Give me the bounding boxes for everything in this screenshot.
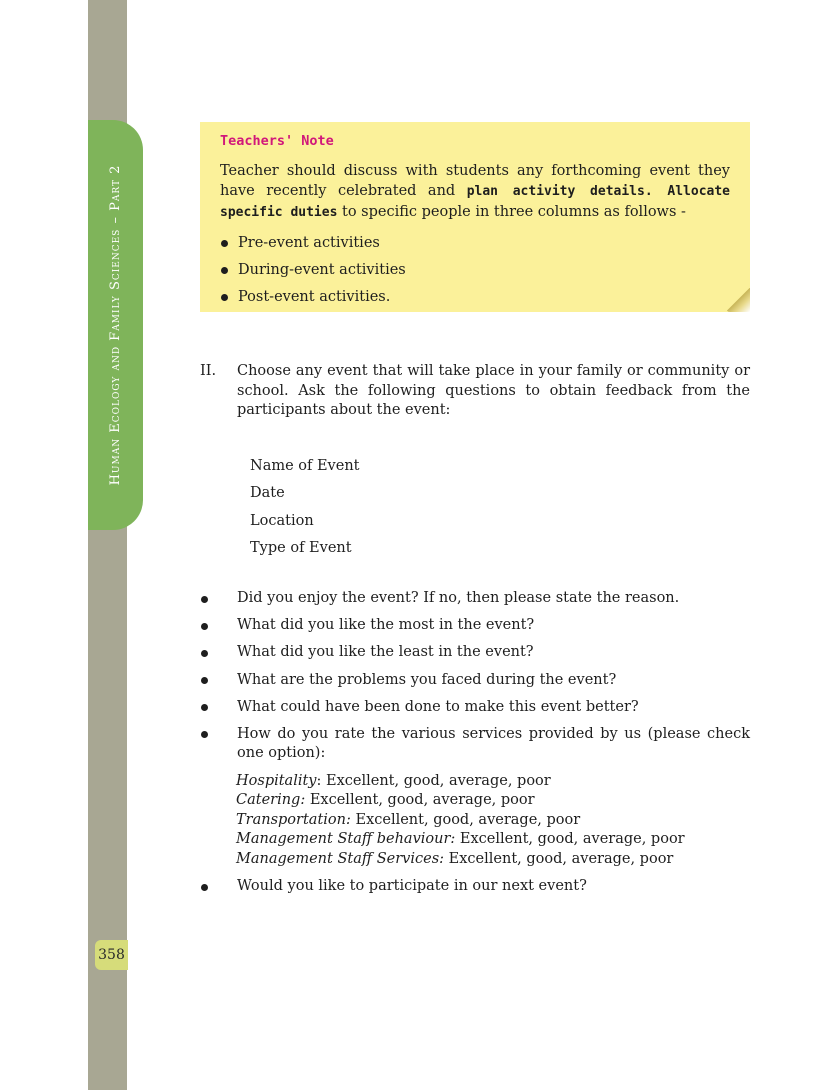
rating-row [236, 791, 750, 811]
rating-options: Excellent, good, average, poor [459, 831, 685, 848]
section-instructions: Choose any event that will take place in your family or community or school. Ask the following questions to obtain feedback from the participants about the event: [237, 363, 750, 418]
event-field: Name of Event [250, 458, 360, 474]
rating-label: Management Staff Services: [236, 850, 445, 867]
note-activity-list [220, 230, 730, 311]
rating-sep: : [316, 772, 327, 789]
note-text-before: Teacher should discuss with students any forthcoming event they have recently celebrated and [220, 163, 730, 199]
question-item: What did you like the most in the event? [200, 616, 750, 636]
event-field: Location [250, 512, 314, 529]
rating-label: Hospitality [236, 772, 317, 789]
teachers-note-box [200, 122, 750, 312]
note-text-bold: plan activity details. Allocate specific duties [220, 184, 730, 220]
event-field: Date [250, 485, 285, 502]
rating-row [236, 772, 750, 792]
question-item-services [200, 725, 750, 870]
page-number: 358 [95, 940, 128, 970]
note-list-item: Post-event activities. [220, 284, 730, 311]
rating-row [236, 830, 750, 850]
rating-row [236, 811, 750, 831]
rating-options: Excellent, good, average, poor [355, 811, 581, 828]
event-field: Type of Event [250, 539, 352, 556]
rating-options: Excellent, good, average, poor [448, 850, 674, 867]
feedback-questions [200, 589, 750, 904]
question-text: How do you rate the various services provided by us (please check one option): [237, 725, 750, 762]
rating-label: Management Staff behaviour: [236, 831, 456, 848]
rating-options: Excellent, good, average, poor [326, 772, 551, 789]
question-item: Would you like to participate in our next event? [200, 877, 750, 897]
question-item: What did you like the least in the event? [200, 643, 750, 663]
book-title-vertical: Human Ecology and Family Sciences – Part 2 [108, 164, 123, 486]
rating-options: Excellent, good, average, poor [309, 792, 535, 809]
service-ratings [236, 772, 750, 870]
page-curl-decoration [726, 288, 750, 312]
question-item: What are the problems you faced during the event? [200, 671, 750, 691]
section-two [200, 362, 750, 421]
event-field-list [250, 453, 360, 562]
section-number: II. [200, 363, 217, 379]
note-text-after: to specific people in three columns as follows - [337, 204, 686, 220]
rating-label: Transportation: [236, 811, 351, 828]
note-list-item: Pre-event activities [220, 230, 730, 257]
question-item: Did you enjoy the event? If no, then please state the reason. [200, 589, 750, 609]
rating-row [236, 850, 750, 870]
question-item: What could have been done to make this event better? [200, 698, 750, 718]
rating-label: Catering: [236, 792, 306, 809]
note-paragraph [220, 161, 730, 223]
note-title: Teachers' Note [220, 133, 334, 149]
note-list-item: During-event activities [220, 257, 730, 284]
